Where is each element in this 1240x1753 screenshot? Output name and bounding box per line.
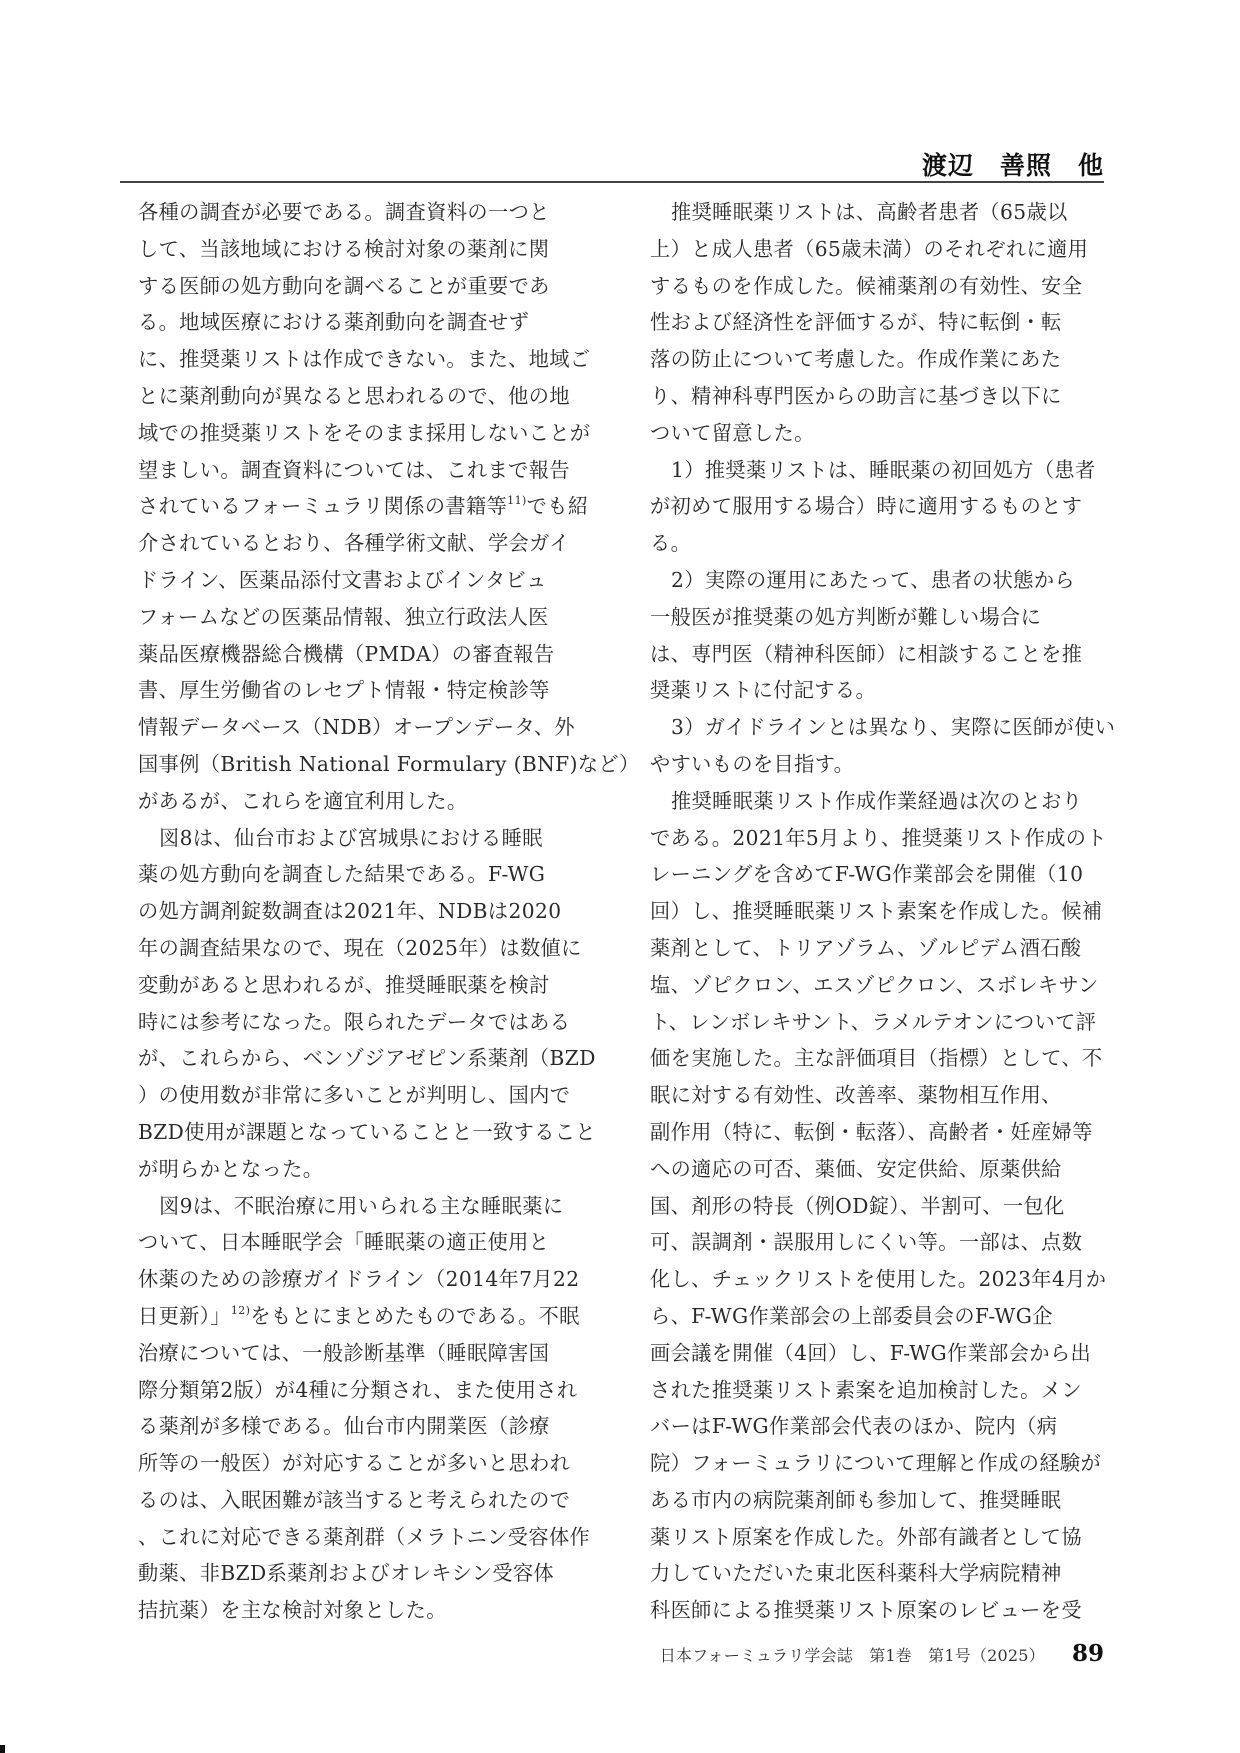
line-text: やすいものを目指す。 [650,751,855,776]
text-line [138,709,598,746]
journal-name: 日本フォーミュラリ学会誌 第1巻 第1号（2025） [659,1646,1045,1665]
text-line [650,709,1116,746]
line-text: る薬剤が多様である。仙台市内開業医（診療 [138,1414,550,1439]
text-line [650,1445,1110,1482]
line-text: 治療については、一般診断基準（睡眠障害国 [138,1340,550,1365]
text-line [650,746,1110,783]
text-line [138,378,598,415]
running-header-author: 渡辺 善照 他 [921,151,1104,180]
text-line [138,231,598,268]
text-line [650,856,1110,893]
text-line [650,1408,1110,1445]
line-text: 各種の調査が必要である。調査資料の一つと [138,200,550,224]
right-column [650,194,1116,1629]
line-text: 国事例（British National Formulary (BNF)など） [138,751,640,776]
text-line [650,1482,1110,1519]
line-text: 1）推奨薬リストは、睡眠薬の初回処方（患者 [671,457,1096,482]
line-text: 休薬のための診療ガイドライン（2014年7月22 [138,1267,580,1292]
line-text: BZD使用が課題となっていることと一致すること [138,1119,596,1144]
text-line [650,1188,1110,1225]
line-text-continued: でも紹 [526,494,589,519]
line-text-continued: をもとにまとめたものである。不眠 [250,1303,580,1328]
line-text: 薬品医療機器総合機構（PMDA）の審査報告 [138,641,555,666]
line-text: 望ましい。調査資料については、これまで報告 [138,457,570,482]
line-text: り、精神科専門医からの助言に基づき以下に [650,383,1062,408]
line-text: 年の調査結果なので、現在（2025年）は数値に [138,935,582,960]
text-line [138,1555,598,1592]
text-line [138,1114,598,1151]
line-text: 書、厚生労働省のレセプト情報・特定検診等 [138,678,550,703]
text-line [650,820,1110,857]
reference-superscript: 11) [507,494,527,508]
text-line [138,1151,598,1188]
text-line [650,893,1110,930]
text-line [138,1004,598,1041]
text-line [138,1040,598,1077]
text-line [650,636,1110,673]
scan-artifact [0,1745,5,1753]
line-text: 推奨睡眠薬リストは、高齢者患者（65歳以 [671,200,1068,224]
line-text: 薬の処方動向を調査した結果である。F-WG [138,862,546,887]
text-line [650,1335,1110,1372]
line-text: 時には参考になった。限られたデータではある [138,1009,571,1034]
line-text: されているフォーミュラリ関係の書籍等 [138,494,508,519]
text-line [138,1298,598,1335]
text-line [138,856,598,893]
line-text: 所等の一般医）が対応することが多いと思われ [138,1451,571,1476]
line-text: 奨薬リストに付記する。 [650,678,877,703]
line-text: 回）し、推奨睡眠薬リスト素案を作成した。候補 [650,899,1103,924]
text-line [138,1408,598,1445]
text-line [138,1188,598,1225]
text-line [650,783,1110,820]
text-line [138,893,598,930]
text-line [650,378,1110,415]
line-text: 画会議を開催（4回）し、F-WG作業部会から出 [650,1340,1092,1365]
text-line [138,746,640,783]
text-line [138,1519,598,1556]
text-line [650,1040,1110,1077]
text-line [138,488,598,525]
text-line [650,268,1110,305]
line-text: 薬剤として、トリアゾラム、ゾルピデム酒石酸 [650,935,1082,960]
text-line [138,268,598,305]
text-line [650,341,1110,378]
line-text: 、これに対応できる薬剤群（メラトニン受容体作 [138,1524,591,1549]
line-text: 国、剤形の特長（例OD錠）、半割可、一包化 [650,1193,1065,1218]
line-text: 一般医が推奨薬の処方判断が難しい場合に [650,604,1042,629]
text-line [650,1519,1110,1556]
text-line [138,525,598,562]
line-text: ある市内の病院薬剤師も参加して、推奨睡眠 [650,1487,1062,1512]
line-text: 動薬、非BZD系薬剤およびオレキシン受容体 [138,1561,555,1586]
text-line [138,820,598,857]
line-text: 院）フォーミュラリについて理解と作成の経験が [650,1451,1102,1476]
line-text: するものを作成した。候補薬剤の有効性、安全 [650,273,1083,298]
text-line [138,1335,598,1372]
line-text: ついて、日本睡眠学会「睡眠薬の適正使用と [138,1230,550,1255]
line-text: 価を実施した。主な評価項目（指標）として、不 [650,1046,1103,1071]
text-line [138,1261,598,1298]
text-line [138,304,598,341]
text-line [138,930,598,967]
line-text: があるが、これらを適宜利用した。 [138,788,468,813]
text-line [650,1261,1110,1298]
text-line [650,304,1110,341]
line-text: 副作用（特に、転倒・転落）、高齢者・妊産婦等 [650,1119,1093,1144]
line-text: ついて留意した。 [650,420,815,445]
line-text: 変動があると思われるが、推奨睡眠薬を検討 [138,972,550,997]
text-line [650,1555,1110,1592]
line-text: ト、レンボレキサント、ラメルテオンについて評 [650,1009,1097,1034]
line-text: 拮抗薬）を主な検討対象とした。 [138,1598,447,1623]
text-line [138,562,598,599]
line-text: る。地域医療における薬剤動向を調査せず [138,310,530,335]
line-text: 介されているとおり、各種学術文献、学会ガイ [138,531,570,556]
line-text: るのは、入眠困難が該当すると考えられたので [138,1487,571,1512]
line-text: 性および経済性を評価するが、特に転倒・転 [650,310,1062,335]
line-text: は、専門医（精神科医師）に相談することを推 [650,641,1083,666]
text-line [138,1445,598,1482]
line-text: 日更新）」 [138,1303,231,1328]
text-line [650,1372,1110,1409]
line-text: 際分類第2版）が4種に分類され、また使用され [138,1377,578,1402]
line-text: 域での推奨薬リストをそのまま採用しないことが [138,420,591,445]
line-text: とに薬剤動向が異なると思われるので、他の地 [138,383,570,408]
line-text: 3）ガイドラインとは異なり、実際に医師が使い [671,715,1116,740]
page-footer [660,1640,1104,1667]
line-text: 推奨睡眠薬リスト作成作業経過は次のとおり [671,788,1083,813]
text-line [138,415,598,452]
text-line [138,599,598,636]
line-text: が、これらから、ベンゾジアゼピン系薬剤（BZD [138,1046,596,1071]
page-number: 89 [1071,1640,1104,1667]
line-text: する医師の処方動向を調べることが重要であ [138,273,550,298]
text-line [650,562,1110,599]
text-line [650,1592,1110,1629]
text-line [138,1077,598,1114]
text-line [650,1298,1110,1335]
line-text: された推奨薬リスト素案を追加検討した。メン [650,1377,1082,1402]
text-line [650,415,1110,452]
text-line [650,1114,1110,1151]
text-line [138,1592,598,1629]
line-text: である。2021年5月より、推奨薬リスト作成のト [650,825,1107,850]
text-line [138,1224,598,1261]
text-line [650,194,1110,231]
line-text: 上）と成人患者（65歳未満）のそれぞれに適用 [650,236,1089,261]
line-text: 化し、チェックリストを使用した。2023年4月か [650,1267,1107,1292]
text-line [650,1077,1110,1114]
line-text: 2）実際の運用にあたって、患者の状態から [671,567,1076,592]
line-text: 塩、ゾピクロン、エスゾピクロン、スボレキサン [650,972,1099,997]
text-line [138,1372,598,1409]
text-line [138,341,598,378]
text-line [650,525,1110,562]
line-text: ら、F-WG作業部会の上部委員会のF-WG企 [650,1303,1053,1328]
line-text: 薬リスト原案を作成した。外部有識者として協 [650,1524,1082,1549]
left-column [138,194,640,1629]
line-text: 図8は、仙台市および宮城県における睡眠 [159,825,543,850]
text-line [138,1482,598,1519]
line-text: 力していただいた東北医科薬科大学病院精神 [650,1561,1062,1586]
text-line [650,599,1110,636]
text-line [138,672,598,709]
line-text: フォームなどの医薬品情報、独立行政法人医 [138,604,549,629]
line-text: 眠に対する有効性、改善率、薬物相互作用、 [650,1083,1062,1108]
text-line [650,452,1110,489]
line-text: が明らかとなった。 [138,1156,324,1181]
line-text: が初めて服用する場合）時に適用するものとす [650,494,1083,519]
line-text: バーはF-WG作業部会代表のほか、院内（病 [650,1414,1058,1439]
line-text: 図9は、不眠治療に用いられる主な睡眠薬に [159,1193,564,1218]
line-text: の処方調剤錠数調査は2021年、NDBは2020 [138,899,562,924]
text-line [650,1151,1110,1188]
line-text: に、推奨薬リストは作成できない。また、地域ご [138,347,591,372]
text-line [138,636,598,673]
text-line [650,967,1110,1004]
text-line [650,672,1110,709]
text-line [650,930,1110,967]
reference-superscript: 12) [230,1303,251,1317]
line-text: レーニングを含めてF-WG作業部会を開催（10 [650,862,1084,887]
line-text: 落の防止について考慮した。作成作業にあた [650,347,1062,372]
header-rule [120,181,1104,183]
text-line [650,488,1110,525]
text-line [650,1224,1110,1261]
text-line [650,1004,1110,1041]
text-line [650,231,1110,268]
line-text: ）の使用数が非常に多いことが判明し、国内で [138,1083,571,1108]
line-text: 情報データベース（NDB）オープンデータ、外 [138,715,576,740]
line-text: への適応の可否、薬価、安定供給、原薬供給 [650,1156,1062,1181]
line-text: 科医師による推奨薬リスト原案のレビューを受 [650,1598,1082,1623]
line-text: る。 [650,531,692,556]
text-line [138,452,598,489]
text-line [138,194,598,231]
text-line [138,967,598,1004]
line-text: 可、誤調剤・誤服用しにくい等。一部は、点数 [650,1230,1083,1255]
text-line [138,783,598,820]
line-text: ドライン、医薬品添付文書およびインタビュ [138,567,547,592]
line-text: して、当該地域における検討対象の薬剤に関 [138,236,550,261]
